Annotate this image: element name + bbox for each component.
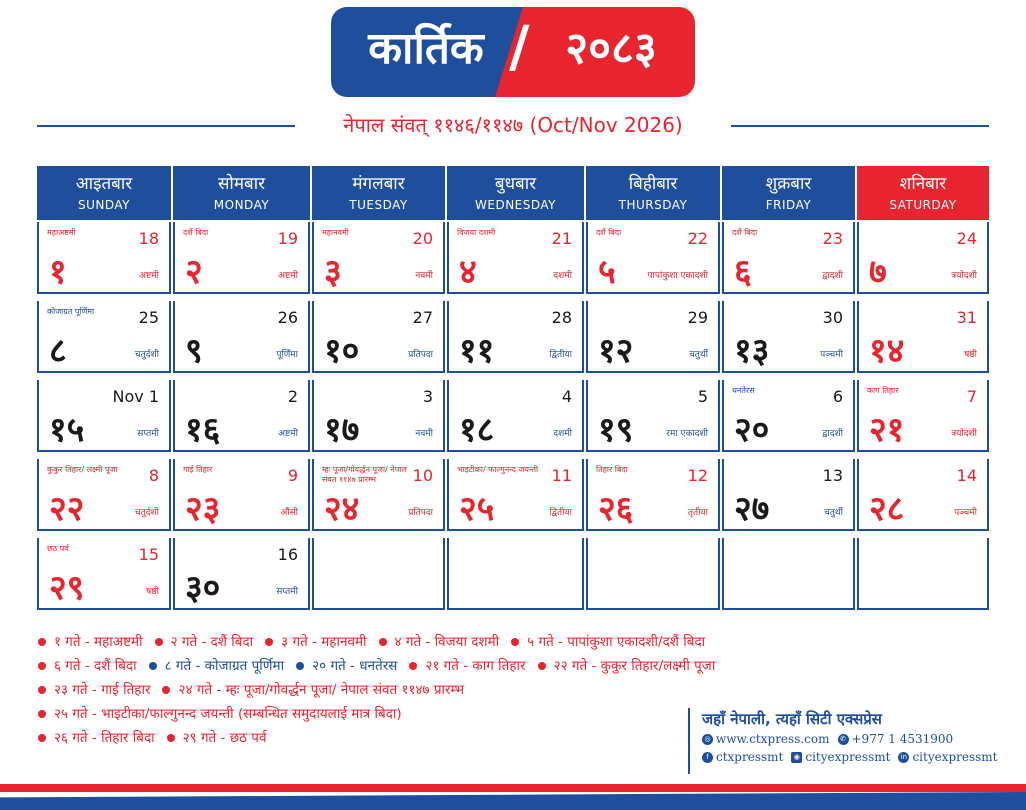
legend-text: ३ गते - महानवमी: [281, 634, 367, 650]
gregorian-date: 5: [697, 387, 708, 406]
nepali-date: १३: [734, 331, 770, 371]
weekday-name-english: SATURDAY: [889, 198, 957, 212]
weekday-header: [173, 166, 310, 220]
gregorian-date: 26: [277, 308, 298, 327]
legend-item: [155, 630, 254, 654]
day-cell: [722, 301, 855, 373]
tithi-label: चतुर्दशी: [134, 508, 159, 518]
weekday-name-english: WEDNESDAY: [475, 198, 556, 212]
weekday-header: [586, 166, 720, 220]
tithi-label: षष्ठी: [146, 587, 159, 597]
footer-red-stripe: [0, 784, 1026, 792]
tithi-label: चतुर्थी: [824, 508, 843, 518]
day-cell: [586, 380, 720, 452]
brand-block: [688, 708, 998, 774]
bullet-dot-icon: [38, 710, 46, 718]
gregorian-date: 7: [966, 387, 977, 406]
legend-text: २९ गते - छठ पर्व: [182, 730, 267, 746]
day-cell: [586, 222, 720, 294]
day-cell: [586, 301, 720, 373]
day-event: म्हः पूजा/गोवर्द्धन पूजा/ नेपाल संवत ११४७ प्रारम्भ: [322, 465, 407, 484]
gregorian-date: 22: [687, 229, 708, 248]
tithi-label: त्रयोदशी: [951, 429, 977, 439]
nepali-date: ४: [459, 252, 477, 292]
bullet-dot-icon: [379, 638, 387, 646]
weekday-name-english: MONDAY: [213, 198, 270, 212]
nepali-date: ५: [598, 252, 616, 292]
legend-row: [38, 678, 868, 702]
day-cell: [447, 380, 584, 452]
day-cell: [857, 380, 989, 452]
nepali-date: २८: [869, 489, 905, 529]
weekday-name-english: THURSDAY: [618, 198, 688, 212]
gregorian-date: 18: [138, 229, 159, 248]
title-banner: [331, 7, 695, 97]
weekday-header: [447, 166, 584, 220]
legend-text: २३ गते - गाई तिहार: [54, 682, 151, 698]
gregorian-date: 23: [822, 229, 843, 248]
day-event: छठ पर्व: [47, 544, 69, 553]
facebook-icon: f: [702, 752, 713, 763]
bullet-dot-icon: [38, 734, 46, 742]
gregorian-date: 31: [956, 308, 977, 327]
weekday-header: [722, 166, 855, 220]
nepali-date: १५: [49, 410, 85, 450]
legend-text: २ गते - दशैं बिदा: [170, 634, 254, 650]
tithi-label: प्रतिपदा: [408, 508, 433, 518]
nepali-date: २९: [49, 568, 85, 608]
tithi-label: नवमी: [415, 429, 433, 439]
nepali-date: २०: [734, 410, 770, 450]
gregorian-date: 2: [287, 387, 298, 406]
bullet-dot-icon: [296, 662, 304, 670]
day-cell: [37, 301, 171, 373]
day-event: कुकुर तिहार/ लक्ष्मी पूजा: [47, 465, 118, 474]
nepali-date: १: [49, 252, 67, 292]
subtitle: नेपाल संवत् ११४६/११४७ (Oct/Nov 2026): [343, 113, 683, 137]
instagram-icon: ◉: [791, 752, 802, 763]
tithi-label: सप्तमी: [137, 429, 159, 439]
nepali-date: २: [185, 252, 203, 292]
gregorian-date: 21: [551, 229, 572, 248]
day-cell: [586, 459, 720, 531]
tithi-label: प्रतिपदा: [408, 350, 433, 360]
bullet-dot-icon: [511, 638, 519, 646]
weekday-name-nepali: शुक्रबार: [765, 174, 812, 194]
nepali-date: ६: [734, 252, 752, 292]
tithi-label: रमा एकादशी: [666, 429, 708, 439]
website-link[interactable]: www.ctxpress.com: [716, 732, 830, 746]
nepali-date: ३: [324, 252, 342, 292]
instagram-handle[interactable]: cityexpressmt: [805, 750, 891, 764]
day-event: गाई तिहार: [183, 465, 213, 474]
footer-blue-stripe: [0, 792, 1026, 810]
legend-text: ६ गते - दशैं बिदा: [54, 658, 137, 674]
legend-item: [38, 630, 143, 654]
day-event: विजया दशमी: [457, 228, 496, 237]
tithi-label: द्वादशी: [822, 271, 843, 281]
gregorian-date: 19: [277, 229, 298, 248]
nepali-date: १८: [459, 410, 495, 450]
day-event: भाइटीका/ फाल्गुनन्द जयन्ती: [457, 465, 539, 474]
tithi-label: अष्टमी: [278, 271, 298, 281]
day-event: दशैं बिदा: [732, 228, 758, 237]
nepali-date: २६: [598, 489, 634, 529]
gregorian-date: 13: [822, 466, 843, 485]
legend-text: ५ गते - पापांकुशा एकादशी/दशैं बिदा: [527, 634, 706, 650]
nepali-date: २३: [185, 489, 221, 529]
brand-contact-row: [702, 730, 988, 748]
day-cell: [312, 380, 445, 452]
day-cell: [857, 222, 989, 294]
tithi-label: पापांकुशा एकादशी: [647, 271, 708, 281]
tithi-label: नवमी: [415, 271, 433, 281]
nepali-date: १०: [324, 331, 360, 371]
weekday-name-nepali: बुधबार: [494, 174, 537, 194]
facebook-handle[interactable]: ctxpressmt: [716, 750, 784, 764]
tithi-label: दशमी: [553, 271, 572, 281]
legend-item: [409, 654, 525, 678]
legend-item: [38, 654, 137, 678]
tithi-label: सप्तमी: [276, 587, 298, 597]
nepali-date: १६: [185, 410, 221, 450]
legend-text: २४ गते - म्हः पूजा/गोवर्द्धन पूजा/ नेपाल संवत ११४७ प्रारम्भ: [178, 682, 465, 698]
day-cell: [857, 301, 989, 373]
legend-text: २१ गते - काग तिहार: [425, 658, 526, 674]
nepali-date: १४: [869, 331, 905, 371]
bullet-dot-icon: [167, 734, 175, 742]
linkedin-handle[interactable]: cityexpressmt: [912, 750, 998, 764]
gregorian-date: 16: [277, 545, 298, 564]
weekday-name-english: TUESDAY: [349, 198, 408, 212]
gregorian-date: 24: [956, 229, 977, 248]
weekday-name-nepali: आइतबार: [75, 174, 133, 194]
bullet-dot-icon: [162, 686, 170, 694]
legend-item: [511, 630, 705, 654]
day-cell: [722, 222, 855, 294]
bullet-dot-icon: [538, 662, 546, 670]
day-cell: [173, 301, 310, 373]
tithi-label: द्वितीया: [549, 508, 572, 518]
legend-item: [38, 726, 155, 750]
legend-item: [296, 654, 397, 678]
day-cell: [37, 380, 171, 452]
legend-row: [38, 630, 868, 654]
day-cell: [857, 459, 989, 531]
bullet-dot-icon: [265, 638, 273, 646]
day-cell: [312, 301, 445, 373]
weekday-header: [37, 166, 171, 220]
weekday-name-english: SUNDAY: [77, 198, 130, 212]
day-cell: [173, 380, 310, 452]
weekday-header: [857, 166, 989, 220]
tithi-label: पञ्चमी: [954, 508, 977, 518]
legend-item: [167, 726, 267, 750]
day-event: दशैं बिदा: [596, 228, 622, 237]
empty-cell: [586, 538, 720, 610]
weekday-name-nepali: मंगलबार: [352, 174, 405, 194]
tithi-label: दशमी: [553, 429, 572, 439]
gregorian-date: 14: [956, 466, 977, 485]
tithi-label: द्वितीया: [549, 350, 572, 360]
nepali-date: १२: [598, 331, 634, 371]
banner-slash: /: [509, 15, 530, 80]
day-cell: [173, 222, 310, 294]
day-cell: [722, 380, 855, 452]
nepali-date: १७: [324, 410, 360, 450]
legend-text: २६ गते - तिहार बिदा: [54, 730, 155, 746]
nepali-date: २७: [734, 489, 770, 529]
nepali-date: २१: [869, 410, 905, 450]
legend-text: २५ गते - भाइटीका/फाल्गुनन्द जयन्ती (सम्बन्धित समुदायलाई मात्र बिदा): [54, 706, 402, 722]
gregorian-date: 9: [287, 466, 298, 485]
tithi-label: अष्टमी: [278, 429, 298, 439]
gregorian-date: 29: [687, 308, 708, 327]
tithi-label: चतुर्थी: [689, 350, 708, 360]
gregorian-date: 27: [412, 308, 433, 327]
legend-item: [38, 678, 150, 702]
nepali-date: ८: [49, 331, 67, 371]
tithi-label: पूर्णिमा: [276, 350, 298, 360]
empty-cell: [857, 538, 989, 610]
legend-item: [538, 654, 716, 678]
weekday-name-english: FRIDAY: [765, 198, 812, 212]
legend-item: [379, 630, 500, 654]
day-event: तिहार बिदा: [596, 465, 628, 474]
day-cell: [312, 459, 445, 531]
legend-text: २० गते - धनतेरस: [312, 658, 398, 674]
empty-cell: [447, 538, 584, 610]
day-cell: [722, 459, 855, 531]
gregorian-date: 3: [422, 387, 433, 406]
weekday-name-nepali: सोमबार: [217, 174, 266, 194]
month-title: कार्तिक: [368, 23, 484, 74]
day-cell: [37, 222, 171, 294]
gregorian-date: 6: [832, 387, 843, 406]
phone-number[interactable]: +977 1 4531900: [851, 732, 954, 746]
gregorian-date: 15: [138, 545, 159, 564]
phone-icon: ✆: [838, 734, 849, 745]
day-event: कोजाग्रत पूर्णिमा: [47, 307, 95, 316]
bullet-dot-icon: [38, 662, 46, 670]
bullet-dot-icon: [149, 662, 157, 670]
gregorian-date: 4: [561, 387, 572, 406]
weekday-header: [312, 166, 445, 220]
brand-tagline: जहाँ नेपाली, त्यहाँ सिटी एक्सप्रेस: [702, 710, 882, 728]
day-cell: [37, 538, 171, 610]
bullet-dot-icon: [409, 662, 417, 670]
gregorian-date: 25: [138, 308, 159, 327]
globe-icon: ◎: [702, 734, 713, 745]
legend-text: २२ गते - कुकुर तिहार/लक्ष्मी पूजा: [553, 658, 716, 674]
subtitle-divider-right: [731, 125, 989, 127]
day-cell: [447, 459, 584, 531]
subtitle-divider-left: [37, 125, 295, 127]
day-cell: [173, 538, 310, 610]
day-cell: [37, 459, 171, 531]
nepali-date: २४: [324, 489, 360, 529]
empty-cell: [722, 538, 855, 610]
day-event: महानवमी: [322, 228, 349, 237]
gregorian-date: 30: [822, 308, 843, 327]
day-event: धनतेरस: [732, 386, 755, 395]
gregorian-date: 12: [687, 466, 708, 485]
tithi-label: अष्टमी: [139, 271, 159, 281]
tithi-label: चतुर्दशी: [134, 350, 159, 360]
gregorian-date: Nov 1: [112, 387, 159, 406]
calendar-grid: [37, 166, 991, 612]
year-title: २०८३: [565, 23, 657, 74]
tithi-label: द्वादशी: [822, 429, 843, 439]
gregorian-date: 8: [148, 466, 159, 485]
tithi-label: औंसी: [280, 508, 298, 518]
nepali-date: ११: [459, 331, 495, 371]
gregorian-date: 28: [551, 308, 572, 327]
day-event: महाअष्टमी: [47, 228, 76, 237]
legend-item: [265, 630, 366, 654]
legend-text: ८ गते - कोजाग्रत पूर्णिमा: [164, 658, 285, 674]
nepali-date: १९: [598, 410, 634, 450]
tithi-label: त्रयोदशी: [951, 271, 977, 281]
legend-row: [38, 654, 868, 678]
gregorian-date: 10: [412, 466, 433, 485]
nepali-date: २५: [459, 489, 495, 529]
day-event: दशैं बिदा: [183, 228, 209, 237]
nepali-date: ३०: [185, 568, 221, 608]
day-event: काग तिहार: [867, 386, 899, 395]
legend-item: [162, 678, 464, 702]
nepali-date: ७: [869, 252, 887, 292]
legend-text: १ गते - महाअष्टमी: [54, 634, 143, 650]
tithi-label: तृतीया: [687, 508, 708, 518]
nepali-date: २२: [49, 489, 85, 529]
weekday-name-nepali: शनिबार: [899, 174, 947, 194]
nepali-date: ९: [185, 331, 203, 371]
bullet-dot-icon: [38, 686, 46, 694]
tithi-label: षष्ठी: [964, 350, 977, 360]
brand-social-row: [702, 748, 998, 766]
bullet-dot-icon: [155, 638, 163, 646]
legend-item: [149, 654, 285, 678]
weekday-name-nepali: बिहीबार: [628, 174, 678, 194]
tithi-label: पञ्चमी: [820, 350, 843, 360]
day-cell: [173, 459, 310, 531]
legend-text: ४ गते - विजया दशमी: [394, 634, 500, 650]
gregorian-date: 20: [412, 229, 433, 248]
gregorian-date: 11: [551, 466, 572, 485]
day-cell: [312, 222, 445, 294]
day-cell: [447, 301, 584, 373]
empty-cell: [312, 538, 445, 610]
day-cell: [447, 222, 584, 294]
bullet-dot-icon: [38, 638, 46, 646]
linkedin-icon: in: [898, 752, 909, 763]
legend-item: [38, 702, 402, 726]
